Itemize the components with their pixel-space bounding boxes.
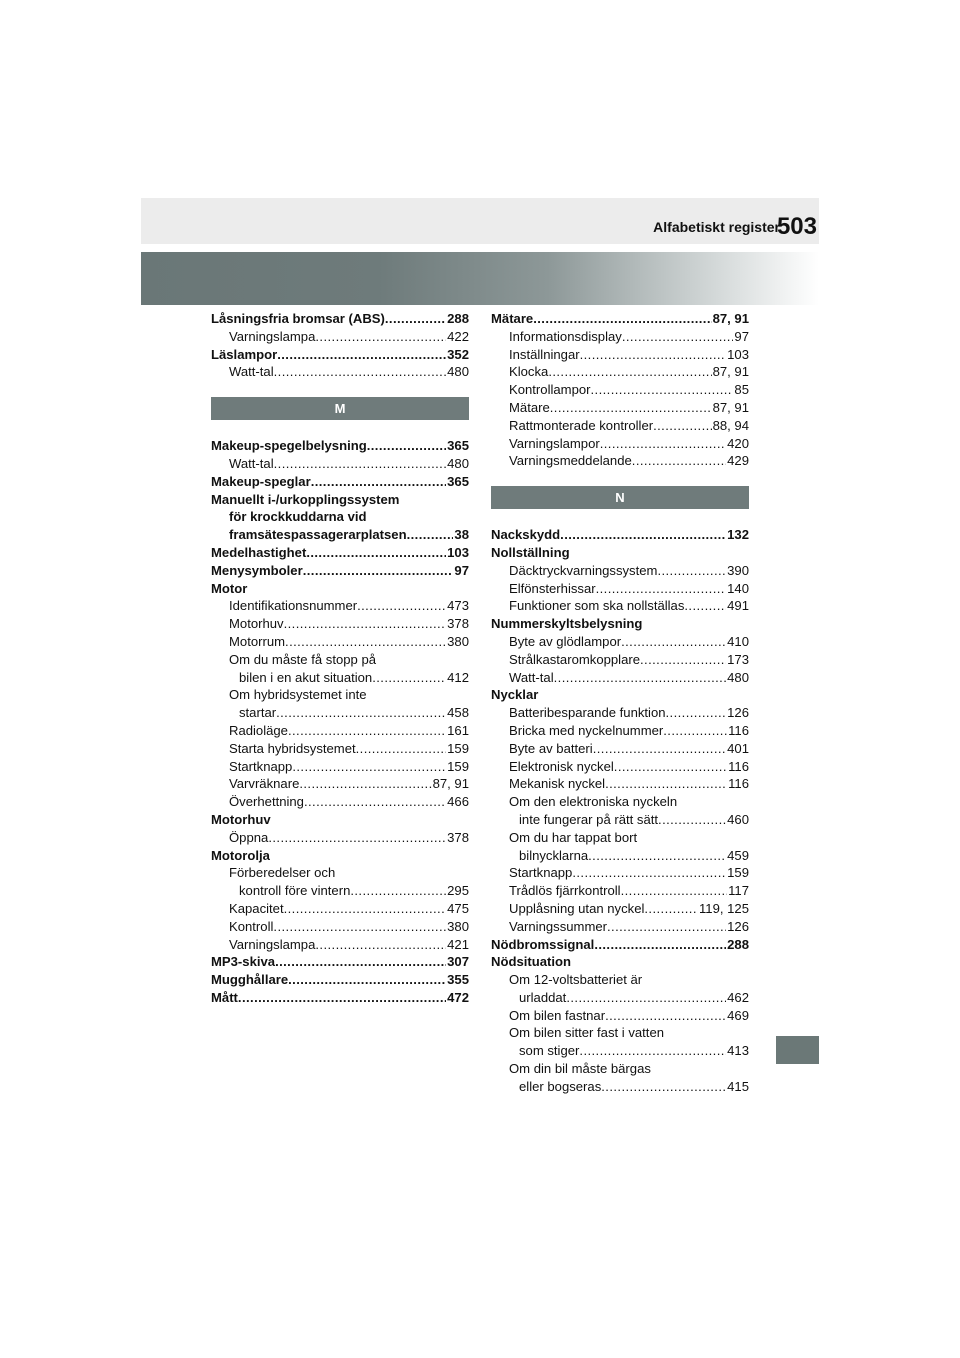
dot-leader xyxy=(653,417,711,435)
entry-page-number: 97 xyxy=(454,562,469,578)
index-entry xyxy=(211,633,469,651)
index-entry xyxy=(491,346,749,364)
entry-term: Mekanisk nyckel xyxy=(509,776,606,792)
dot-leader xyxy=(292,758,446,776)
index-entry xyxy=(491,417,749,435)
entry-page-number: 97 xyxy=(734,328,749,344)
dot-leader xyxy=(588,847,726,865)
entry-page-number: 117 xyxy=(728,883,749,899)
dot-leader xyxy=(632,452,726,470)
entry-term: Mätare xyxy=(509,399,550,415)
entry-page-number: 380 xyxy=(447,918,469,934)
entry-term: urladdat xyxy=(519,989,567,1005)
entry-term: Motorrum xyxy=(229,633,286,649)
entry-page-number: 491 xyxy=(727,598,749,614)
dot-leader xyxy=(657,562,726,580)
entry-term: bilnycklarna xyxy=(519,847,589,863)
dot-leader xyxy=(607,918,726,936)
dot-leader xyxy=(600,435,726,453)
index-entry xyxy=(491,847,749,865)
index-entry xyxy=(211,936,469,954)
index-entry xyxy=(211,953,469,971)
entry-page-number: 472 xyxy=(447,989,469,1005)
dot-leader xyxy=(596,580,727,598)
entry-page-number: 352 xyxy=(447,346,469,362)
entry-term: Nackskydd xyxy=(491,527,561,543)
index-entry xyxy=(491,544,749,562)
entry-page-number: 116 xyxy=(728,722,749,738)
entry-term: Radioläge xyxy=(229,722,288,738)
dot-leader xyxy=(594,936,726,954)
index-entry xyxy=(211,562,469,580)
index-entry xyxy=(491,452,749,470)
index-entry xyxy=(211,597,469,615)
entry-page-number: 355 xyxy=(447,972,469,988)
dot-leader xyxy=(548,363,711,381)
entry-page-number: 159 xyxy=(727,865,749,881)
index-column-left xyxy=(211,310,469,1007)
entry-page-number: 410 xyxy=(727,633,749,649)
index-entry xyxy=(211,847,469,865)
entry-term: Manuellt i-/urkopplingssystem xyxy=(211,491,400,507)
entry-term: Om bilen sitter fast i vatten xyxy=(509,1025,665,1041)
entry-term: eller bogseras xyxy=(519,1078,602,1094)
index-entries xyxy=(211,310,469,381)
entry-term: Watt-tal xyxy=(509,669,554,685)
entry-term: Menysymboler xyxy=(211,562,303,578)
entry-term: Motor xyxy=(211,580,248,596)
entry-term: Upplåsning utan nyckel xyxy=(509,900,645,916)
entry-term: Läslampor xyxy=(211,346,278,362)
index-entry xyxy=(211,989,469,1007)
entry-page-number: 460 xyxy=(727,811,749,827)
entry-page-number: 459 xyxy=(727,847,749,863)
index-entry xyxy=(491,526,749,544)
index-entry xyxy=(491,882,749,900)
entry-page-number: 480 xyxy=(447,455,469,471)
index-entry xyxy=(491,328,749,346)
entry-term: Startknapp xyxy=(509,865,573,881)
index-entry xyxy=(211,508,469,526)
entry-term: Varvräknare xyxy=(229,776,300,792)
entry-term: Om din bil måste bärgas xyxy=(509,1061,651,1077)
entry-term: Makeup-speglar xyxy=(211,473,311,489)
dot-leader xyxy=(614,758,727,776)
dot-leader xyxy=(303,562,454,580)
entry-page-number: 126 xyxy=(727,918,749,934)
entry-term: Kapacitet xyxy=(229,900,284,916)
entry-term: Öppna xyxy=(229,829,269,845)
dot-leader xyxy=(572,864,726,882)
index-entry xyxy=(491,399,749,417)
dot-leader xyxy=(274,455,447,473)
index-entry xyxy=(491,918,749,936)
entry-term: Bricka med nyckelnummer xyxy=(509,722,664,738)
index-entry xyxy=(211,544,469,562)
entry-page-number: 87, 91 xyxy=(432,776,469,792)
index-entry xyxy=(491,704,749,722)
section-letter-header: M xyxy=(211,397,469,420)
dot-leader xyxy=(666,704,727,722)
index-entries xyxy=(491,310,749,470)
dot-leader xyxy=(238,989,446,1007)
index-entry xyxy=(211,740,469,758)
dot-leader xyxy=(285,633,446,651)
index-entry xyxy=(491,971,749,989)
dot-leader xyxy=(276,704,446,722)
entry-term: Starta hybridsystemet xyxy=(229,740,356,756)
index-entry xyxy=(491,864,749,882)
entry-term: Batteribesparande funktion xyxy=(509,705,666,721)
dot-leader xyxy=(593,740,726,758)
index-entry xyxy=(211,491,469,509)
dot-leader xyxy=(284,615,447,633)
index-entry xyxy=(211,328,469,346)
entry-page-number: 85 xyxy=(734,382,749,398)
dot-leader xyxy=(658,811,726,829)
index-entry xyxy=(211,811,469,829)
entry-term: Om hybridsystemet inte xyxy=(229,687,367,703)
index-entry xyxy=(491,811,749,829)
index-entry xyxy=(491,381,749,399)
entry-page-number: 401 xyxy=(727,740,749,756)
index-entry xyxy=(211,615,469,633)
entry-page-number: 415 xyxy=(727,1078,749,1094)
index-entry xyxy=(491,615,749,633)
entry-term: Identifikationsnummer xyxy=(229,598,358,614)
entry-page-number: 378 xyxy=(447,829,469,845)
entry-page-number: 159 xyxy=(447,740,469,756)
entry-term: Trådlös fjärrkontroll xyxy=(509,883,621,899)
entry-term: Funktioner som ska nollställas xyxy=(509,598,685,614)
index-entry xyxy=(491,633,749,651)
entry-term: Mugghållare xyxy=(211,972,289,988)
dot-leader xyxy=(385,310,446,328)
dot-leader xyxy=(684,597,726,615)
entry-term: Om den elektroniska nyckeln xyxy=(509,794,678,810)
page-number: 503 xyxy=(776,213,817,240)
index-entry xyxy=(211,775,469,793)
entry-page-number: 429 xyxy=(727,453,749,469)
entry-term: Om du måste få stopp på xyxy=(229,651,377,667)
entry-term: Däcktryckvarningssystem xyxy=(509,562,658,578)
dot-leader xyxy=(284,900,447,918)
entry-term: Startknapp xyxy=(229,758,293,774)
entry-page-number: 480 xyxy=(447,364,469,380)
dot-leader xyxy=(407,526,454,544)
dot-leader xyxy=(580,346,727,364)
entry-page-number: 161 xyxy=(447,722,469,738)
entry-page-number: 380 xyxy=(447,633,469,649)
dot-leader xyxy=(350,882,446,900)
entry-term: MP3-skiva xyxy=(211,954,276,970)
section-title: Alfabetiskt register xyxy=(653,219,780,235)
entry-term: Elektronisk nyckel xyxy=(509,758,614,774)
entry-page-number: 116 xyxy=(728,758,749,774)
index-entry xyxy=(211,346,469,364)
dot-leader xyxy=(288,722,446,740)
entry-page-number: 458 xyxy=(447,705,469,721)
index-entry xyxy=(211,758,469,776)
entry-page-number: 132 xyxy=(727,527,749,543)
entry-term: inte fungerar på rätt sätt xyxy=(519,811,659,827)
index-entry xyxy=(211,722,469,740)
index-entry xyxy=(211,580,469,598)
index-entry xyxy=(491,793,749,811)
dot-leader xyxy=(268,829,446,847)
entry-term: bilen i en akut situation xyxy=(239,669,373,685)
index-entry xyxy=(211,918,469,936)
dot-leader xyxy=(357,597,446,615)
entry-page-number: 119, 125 xyxy=(699,900,749,916)
entry-term: Nummerskyltsbelysning xyxy=(491,616,643,632)
index-entry xyxy=(211,473,469,491)
index-entry xyxy=(491,651,749,669)
dot-leader xyxy=(304,793,446,811)
entry-term: Kontrollampor xyxy=(509,382,591,398)
entry-term: Motorhuv xyxy=(211,811,271,827)
dot-leader xyxy=(605,1007,726,1025)
entry-page-number: 421 xyxy=(447,936,469,952)
entry-term: Om bilen fastnar xyxy=(509,1007,606,1023)
index-entry xyxy=(211,971,469,989)
entry-term: Om 12-voltsbatteriet är xyxy=(509,972,643,988)
entry-page-number: 365 xyxy=(447,473,469,489)
dot-leader xyxy=(273,918,446,936)
dot-leader xyxy=(372,669,446,687)
index-entry xyxy=(491,562,749,580)
index-entry xyxy=(491,740,749,758)
entry-page-number: 87, 91 xyxy=(712,399,749,415)
entry-term: Varningslampa xyxy=(229,936,316,952)
entry-term: Makeup-spegelbelysning xyxy=(211,438,367,454)
entry-page-number: 140 xyxy=(727,580,749,596)
entry-term: Nycklar xyxy=(491,687,539,703)
entry-term: Informationsdisplay xyxy=(509,328,622,344)
index-entry xyxy=(211,363,469,381)
entry-term: framsätespassagerarplatsen xyxy=(229,527,407,543)
entry-term: Strålkastaromkopplare xyxy=(509,651,640,667)
dot-leader xyxy=(275,953,446,971)
entry-page-number: 466 xyxy=(447,794,469,810)
entry-term: Förberedelser och xyxy=(229,865,336,881)
entry-term: Rattmonterade kontroller xyxy=(509,417,654,433)
entry-term: Byte av batteri xyxy=(509,740,593,756)
index-entry xyxy=(491,597,749,615)
entry-page-number: 462 xyxy=(727,989,749,1005)
index-entry xyxy=(491,1060,749,1078)
entry-page-number: 365 xyxy=(447,438,469,454)
dot-leader xyxy=(367,437,446,455)
index-entry xyxy=(211,651,469,669)
dot-leader xyxy=(315,328,446,346)
entry-term: Nollställning xyxy=(491,544,570,560)
dot-leader xyxy=(315,936,446,954)
entry-page-number: 159 xyxy=(447,758,469,774)
index-entry xyxy=(491,580,749,598)
index-entry xyxy=(491,989,749,1007)
entry-term: startar xyxy=(239,705,277,721)
entry-term: Inställningar xyxy=(509,346,580,362)
index-entry xyxy=(211,669,469,687)
index-entry xyxy=(491,1042,749,1060)
entry-term: Watt-tal xyxy=(229,364,274,380)
entry-page-number: 87, 91 xyxy=(712,364,749,380)
entry-page-number: 295 xyxy=(447,883,469,899)
index-entry xyxy=(211,526,469,544)
entry-page-number: 38 xyxy=(454,527,469,543)
dot-leader xyxy=(591,381,734,399)
index-entry xyxy=(211,437,469,455)
index-entry xyxy=(491,669,749,687)
index-entry xyxy=(491,775,749,793)
entry-term: kontroll före vintern xyxy=(239,883,351,899)
entry-term: Nödsituation xyxy=(491,954,572,970)
dot-leader xyxy=(663,722,727,740)
entry-page-number: 378 xyxy=(447,616,469,632)
index-entry xyxy=(491,363,749,381)
entry-page-number: 288 xyxy=(447,311,469,326)
entry-page-number: 413 xyxy=(727,1043,749,1059)
index-entry xyxy=(491,435,749,453)
entry-term: Om du har tappat bort xyxy=(509,829,638,845)
dot-leader xyxy=(621,882,728,900)
dot-leader xyxy=(644,900,698,918)
dot-leader xyxy=(554,669,727,687)
entry-term: som stiger xyxy=(519,1043,580,1059)
dot-leader xyxy=(640,651,726,669)
dot-leader xyxy=(306,544,446,562)
dot-leader xyxy=(601,1078,726,1096)
index-entry xyxy=(491,722,749,740)
entry-page-number: 473 xyxy=(447,598,469,614)
dot-leader xyxy=(621,633,726,651)
entry-term: Byte av glödlampor xyxy=(509,633,622,649)
entry-term: Medelhastighet xyxy=(211,544,307,560)
dot-leader xyxy=(622,328,734,346)
entry-term: Motorhuv xyxy=(229,616,284,632)
entry-term: Klocka xyxy=(509,364,549,380)
dot-leader xyxy=(560,526,726,544)
entry-term: Varningslampor xyxy=(509,435,600,451)
entry-page-number: 420 xyxy=(727,435,749,451)
entry-page-number: 422 xyxy=(447,328,469,344)
index-entries xyxy=(211,437,469,1007)
index-entry xyxy=(211,310,469,328)
index-entry xyxy=(211,793,469,811)
entry-page-number: 173 xyxy=(727,651,749,667)
entry-term: Låsningsfria bromsar (ABS) xyxy=(211,311,385,326)
dot-leader xyxy=(533,310,711,328)
section-letter-header: N xyxy=(491,486,749,509)
entry-term: Varningssummer xyxy=(509,918,607,934)
entry-page-number: 288 xyxy=(727,936,749,952)
entry-page-number: 116 xyxy=(728,776,749,792)
entry-page-number: 469 xyxy=(727,1007,749,1023)
dot-leader xyxy=(579,1042,726,1060)
index-entry xyxy=(491,900,749,918)
index-entry xyxy=(491,953,749,971)
entry-term: Mått xyxy=(211,989,238,1005)
entry-page-number: 103 xyxy=(447,544,469,560)
index-entry xyxy=(211,900,469,918)
dot-leader xyxy=(277,346,446,364)
dot-leader xyxy=(299,775,431,793)
dot-leader xyxy=(274,363,447,381)
index-column-right xyxy=(491,310,749,1096)
entry-page-number: 87, 91 xyxy=(712,311,749,326)
decorative-header-band xyxy=(141,252,819,305)
index-entry xyxy=(491,1024,749,1042)
entry-page-number: 126 xyxy=(727,705,749,721)
entry-term: Överhettning xyxy=(229,794,304,810)
index-entry xyxy=(211,704,469,722)
entry-page-number: 480 xyxy=(727,669,749,685)
entry-term: Varningslampa xyxy=(229,328,316,344)
index-entry xyxy=(211,455,469,473)
dot-leader xyxy=(550,399,712,417)
entry-page-number: 475 xyxy=(447,900,469,916)
index-entry xyxy=(491,1078,749,1096)
chapter-thumb-tab xyxy=(776,1036,819,1064)
index-entry xyxy=(491,829,749,847)
entry-page-number: 412 xyxy=(447,669,469,685)
dot-leader xyxy=(311,473,446,491)
dot-leader xyxy=(566,989,726,1007)
entry-term: Nödbromssignal xyxy=(491,936,595,952)
entry-term: Elfönsterhissar xyxy=(509,580,596,596)
index-entry xyxy=(491,310,749,328)
index-entry xyxy=(211,882,469,900)
dot-leader xyxy=(356,740,447,758)
entry-page-number: 88, 94 xyxy=(712,417,749,433)
index-entry xyxy=(491,758,749,776)
entry-page-number: 103 xyxy=(727,346,749,362)
index-entry xyxy=(491,936,749,954)
entry-term: för krockkuddarna vid xyxy=(229,509,367,525)
index-entries xyxy=(491,526,749,1096)
index-entry xyxy=(211,829,469,847)
index-entry xyxy=(211,686,469,704)
entry-term: Mätare xyxy=(491,311,534,326)
dot-leader xyxy=(288,971,446,989)
entry-term: Motorolja xyxy=(211,847,270,863)
entry-term: Varningsmeddelande xyxy=(509,453,632,469)
index-entry xyxy=(491,686,749,704)
entry-term: Watt-tal xyxy=(229,455,274,471)
index-entry xyxy=(491,1007,749,1025)
entry-term: Kontroll xyxy=(229,918,274,934)
entry-page-number: 390 xyxy=(727,562,749,578)
index-entry xyxy=(211,864,469,882)
dot-leader xyxy=(605,775,727,793)
entry-page-number: 307 xyxy=(447,954,469,970)
